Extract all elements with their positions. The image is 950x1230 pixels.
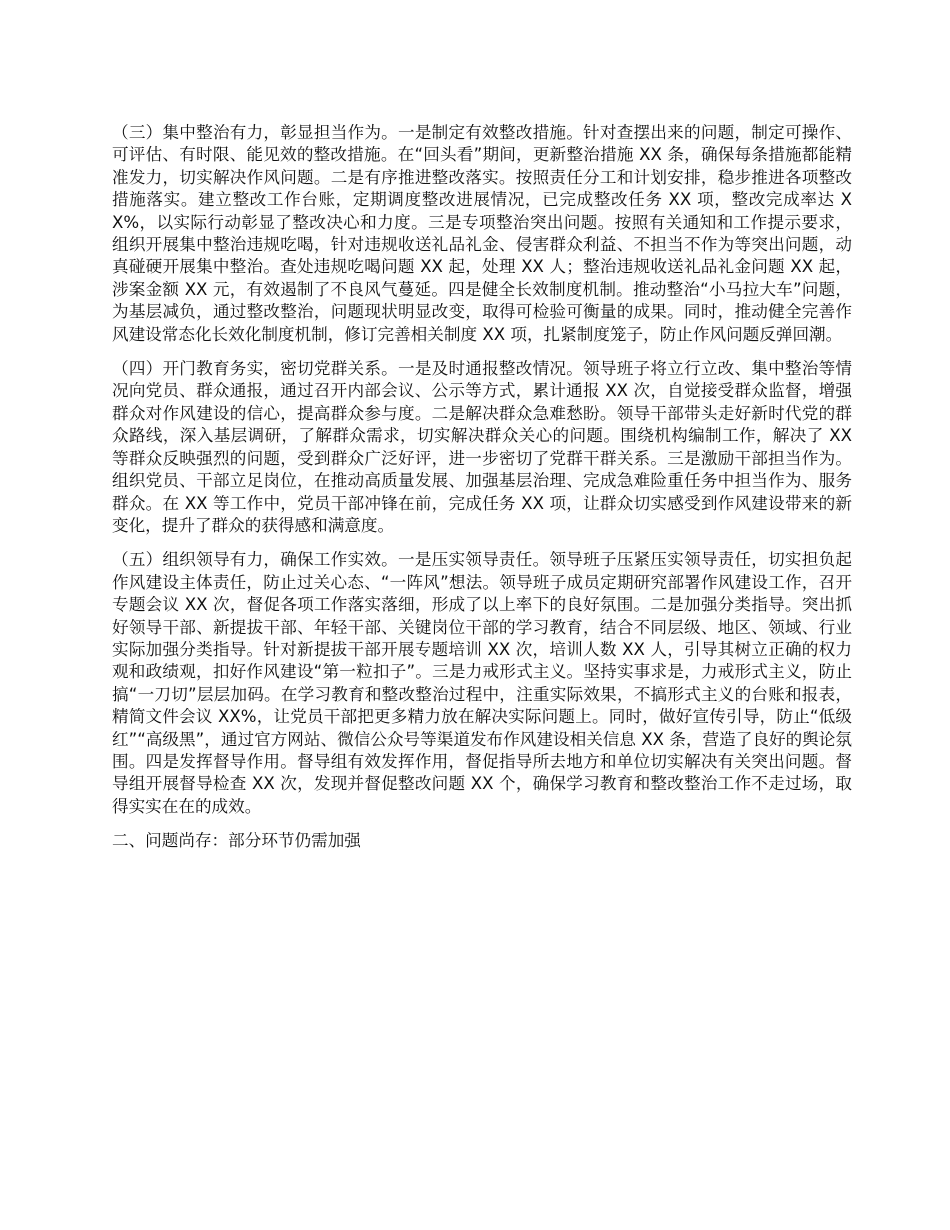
paragraph-section-five: （五）组织领导有力，确保工作实效。一是压实领导责任。领导班子压紧压实领导责任，切实担负起作风建设主体责任，防止过关心态、“一阵风”想法。领导班子成员定期研究部署作风建设工作，召开专题会议 XX 次，督促各项工作落实落细，形成了以上率下的良好氛围。二是加强分类指导。突出抓好领导干部、新提拔干部、年轻干部、关键岗位干部的学习教育，结合不同层级、地区、领域、行业实际加强分类指导。针对新提拔干部开展专题培训 XX 次，培训人数 XX 人，引导其树立正确的权力观和政绩观，扣好作风建设“第一粒扣子”。三是力戒形式主义。坚持实事求是，力戒形式主义，防止搞“一刀切”层层加码。在学习教育和整改整治过程中，注重实际效果，不搞形式主义的台账和报表，精简文件会议 XX%，让党员干部把更多精力放在解决实际问题上。同时，做好宣传引导，防止“低级红”“高级黑”，通过官方网站、微信公众号等渠道发布作风建设相关信息 XX 条，营造了良好的舆论氛围。四是发挥督导作用。督导组有效发挥作用，督促指导所去地方和单位切实解决有关突出问题。督导组开展督导检查 XX 次，发现并督促整改问题 XX 个，确保学习教育和整改整治工作不走过场，取得实实在在的成效。 — [112, 550, 852, 816]
paragraph-section-four: （四）开门教育务实，密切党群关系。一是及时通报整改情况。领导班子将立行立改、集中整治等情况向党员、群众通报，通过召开内部会议、公示等方式，累计通报 XX 次，自觉接受群众监督，增强群众对作风建设的信心，提高群众参与度。二是解决群众急难愁盼。领导干部带头走好新时代党的群众路线，深入基层调研，了解群众需求，切实解决群众关心的问题。围绕机构编制工作，解决了 XX 等群众反映强烈的问题，受到群众广泛好评，进一步密切了党群干群关系。三是激励干部担当作为。组织党员、干部立足岗位，在推动高质量发展、加强基层治理、完成急难险重任务中担当作为、服务群众。在 XX 等工作中，党员干部冲锋在前，完成任务 XX 项，让群众切实感受到作风建设带来的新变化，提升了群众的获得感和满意度。 — [112, 359, 852, 535]
section-heading: 二、问题尚存：部分环节仍需加强 — [112, 831, 361, 851]
document-body — [112, 122, 852, 853]
paragraph-section-three: （三）集中整治有力，彰显担当作为。一是制定有效整改措施。针对查摆出来的问题，制定可操作、可评估、有时限、能见效的整改措施。在“回头看”期间，更新整治措施 XX 条，确保每条措施都能精准发力，切实解决作风问题。二是有序推进整改落实。按照责任分工和计划安排，稳步推进各项整改措施落实。建立整改工作台账，定期调度整改进展情况，已完成整改任务 XX 项，整改完成率达 XX%，以实际行动彰显了整改决心和力度。三是专项整治突出问题。按照有关通知和工作提示要求，组织开展集中整治违规吃喝，针对违规收送礼品礼金、侵害群众利益、不担当不作为等突出问题，动真碰硬开展集中整治。查处违规吃喝问题 XX 起，处理 XX 人；整治违规收送礼品礼金问题 XX 起，涉案金额 XX 元，有效遏制了不良风气蔓延。四是健全长效制度机制。推动整治“小马拉大车”问题，为基层减负，通过整改整治，问题现状明显改变，取得可检验可衡量的成果。同时，推动健全完善作风建设常态化长效化制度机制，修订完善相关制度 XX 项，扎紧制度笼子，防止作风问题反弹回潮。 — [112, 123, 852, 344]
